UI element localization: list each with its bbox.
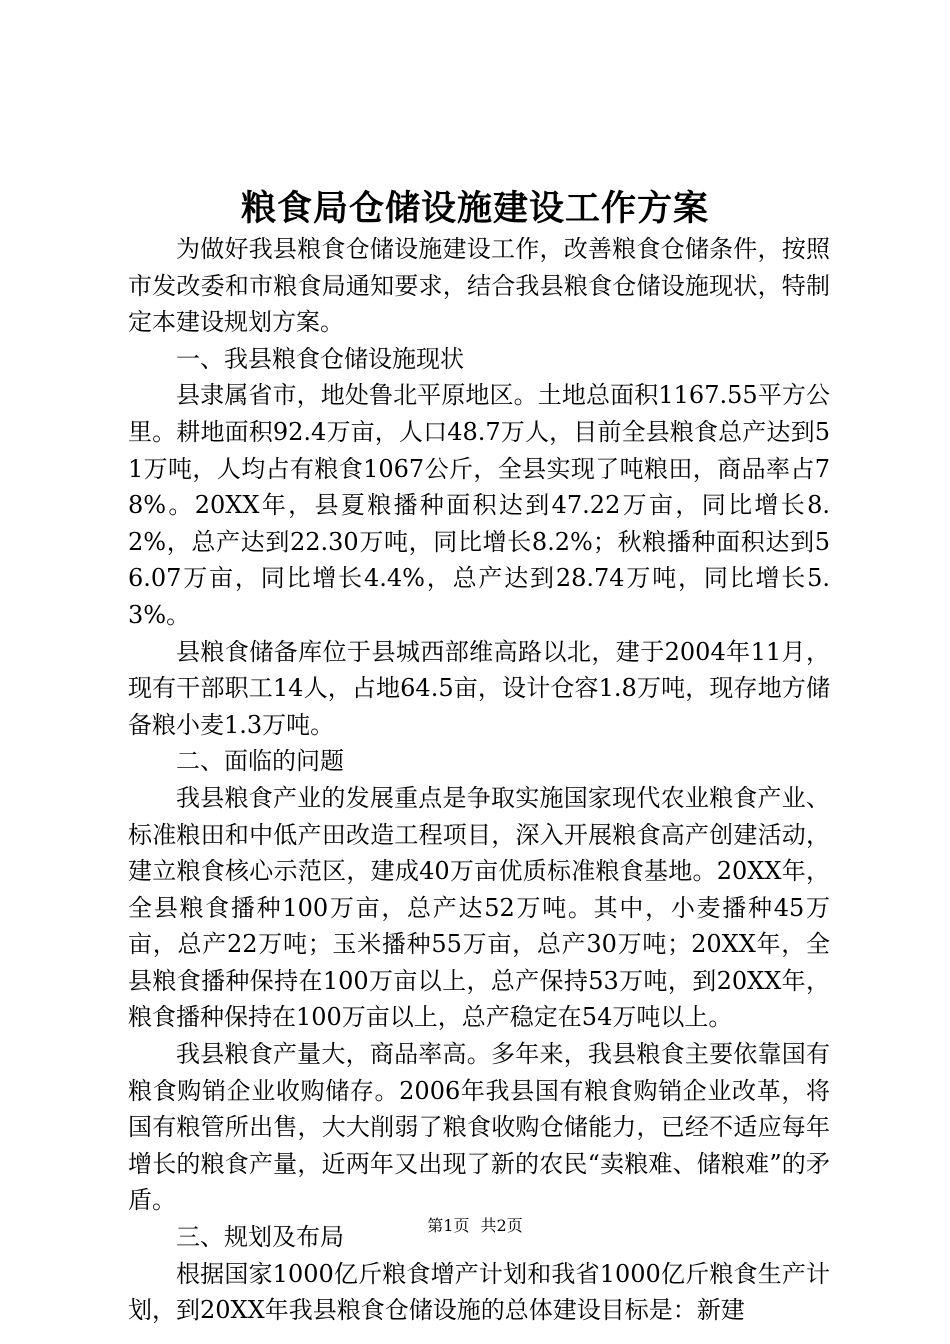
paragraph-planning-target: 根据国家1000亿斤粮食增产计划和我省1000亿斤粮食生产计划，到20XX年我县粮食仓储设施的总体建设目标是：新建 — [128, 1259, 830, 1325]
document-body — [128, 231, 830, 1329]
page-footer — [0, 1214, 950, 1238]
section-heading-3: 三、规划及布局 — [176, 1223, 344, 1252]
document-title: 粮食局仓储设施建设工作方案 — [240, 188, 709, 229]
paragraph-intro: 为做好我县粮食仓储设施建设工作，改善粮食仓储条件，按照市发改委和市粮食局通知要求，结合我县粮食仓储设施现状，特制定本建设规划方案。 — [128, 235, 830, 337]
section-heading-2: 二、面临的问题 — [176, 747, 344, 776]
paragraph-county-overview: 县隶属省市，地处鲁北平原地区。土地总面积1167.55平方公里。耕地面积92.4万亩，人口48.7万人，目前全县粮食总产达到51万吨，人均占有粮食1067公斤，全县实现了吨粮田，商品率占78%。20XX年，县夏粮播种面积达到47.22万亩，同比增长8.2%，总产达到22.30万吨，同比增长8.2%；秋粮播种面积达到56.07万亩，同比增长4.4%，总产达到28.74万吨，同比增长5.3%。 — [128, 381, 830, 629]
paragraph-development-focus: 我县粮食产业的发展重点是争取实施国家现代农业粮食产业、标准粮田和中低产田改造工程项目，深入开展粮食高产创建活动，建立粮食核心示范区，建成40万亩优质标准粮食基地。20XX年，全县粮食播种100万亩，总产达52万吨。其中，小麦播种45万亩，总产22万吨；玉米播种55万亩，总产30万吨；20XX年，全县粮食播种保持在100万亩以上，总产保持53万吨，到20XX年，粮食播种保持在100万亩以上，总产稳定在54万吨以上。 — [128, 783, 830, 1032]
page-number: 第1页 — [427, 1216, 470, 1235]
page-total: 共2页 — [480, 1216, 523, 1235]
section-heading-1: 一、我县粮食仓储设施现状 — [176, 344, 464, 373]
paragraph-grain-reserve: 县粮食储备库位于县城西部维高路以北，建于2004年11月，现有干部职工14人，占地64.5亩，设计仓容1.8万吨，现存地方储备粮小麦1.3万吨。 — [128, 637, 830, 739]
paragraph-storage-problem: 我县粮食产量大，商品率高。多年来，我县粮食主要依靠国有粮食购销企业收购储存。2006年我县国有粮食购销企业改革，将国有粮管所出售，大大削弱了粮食收购仓储能力，已经不适应每年增长的粮食产量，近两年又出现了新的农民“卖粮难、储粮难”的矛盾。 — [128, 1040, 830, 1215]
